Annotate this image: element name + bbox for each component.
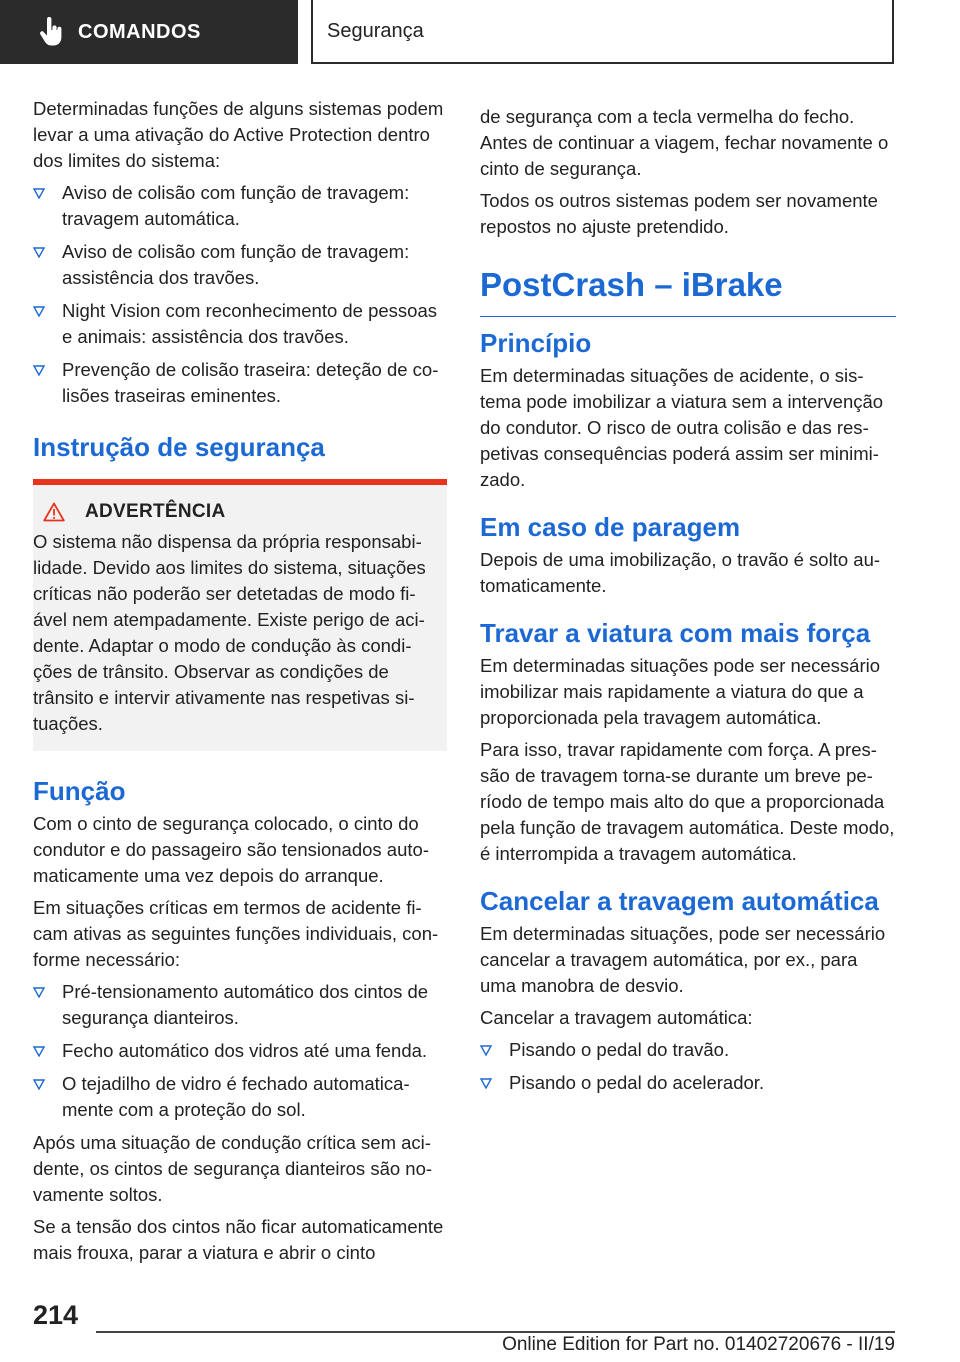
list-item — [33, 1071, 447, 1123]
list-item-text: Pisando o pedal do travão. — [509, 1039, 730, 1060]
triangle-bullet-icon — [33, 365, 45, 376]
header-section-tab — [0, 0, 298, 64]
triangle-bullet-icon — [33, 306, 45, 317]
warning-triangle-icon — [43, 502, 65, 522]
individual-functions-list — [33, 979, 447, 1123]
postcrash-heading: PostCrash – iBrake — [480, 266, 896, 317]
function-paragraph-1: Com o cinto de segurança colocado, o cinto do condutor e do passageiro são tensionados automaticamente uma vez depois do arranque. — [33, 813, 429, 886]
list-item — [480, 1070, 896, 1096]
intro-paragraph: Determinadas funções de alguns sistemas podem levar a uma ativação do Active Protection dentro dos limites do sistema: — [33, 98, 444, 171]
header-section-label: COMANDOS — [78, 20, 201, 43]
left-column — [33, 96, 447, 1272]
function-heading: Função — [33, 776, 126, 806]
list-item-text: Prevenção de colisão traseira: deteção de colisões traseiras eminentes. — [62, 359, 439, 406]
hand-pointer-icon — [38, 17, 64, 47]
triangle-bullet-icon — [480, 1045, 492, 1056]
header-chapter-tab — [311, 0, 894, 64]
brake-paragraph-2: Para isso, travar rapidamente com força. A pressão de travagem torna-se durante um breve período de tempo mais alto do que a proporcionada pela função de travagem automática. Deste modo, é interrompida a travagem automática. — [480, 739, 895, 864]
triangle-bullet-icon — [33, 247, 45, 258]
triangle-bullet-icon — [33, 1046, 45, 1057]
safety-heading: Instrução de segurança — [33, 432, 325, 462]
list-item-text: Pré-tensionamento automático dos cintos de segurança dianteiros. — [62, 981, 429, 1028]
right-column — [480, 104, 896, 1103]
continued-paragraph-1: de segurança com a tecla vermelha do fecho. Antes de continuar a viagem, fechar novamente o cinto de segurança. — [480, 106, 889, 179]
principle-paragraph: Em determinadas situações de acidente, o sistema pode imobilizar a viatura sem a intervenção do condutor. O risco de outra colisão e das respetivas consequências poderá assim ser minimizado. — [480, 365, 884, 490]
principle-heading: Princípio — [480, 328, 592, 358]
function-paragraph-2: Em situações críticas em termos de acidente ficam ativas as seguintes funções individuais, conforme necessário: — [33, 897, 439, 970]
active-protection-list — [33, 180, 447, 409]
after-paragraph-2: Se a tensão dos cintos não ficar automaticamente mais frouxa, parar a viatura e abrir o cinto — [33, 1216, 444, 1263]
page-number: 214 — [33, 1300, 79, 1330]
list-item-text: O tejadilho de vidro é fechado automaticamente com a proteção do sol. — [62, 1073, 410, 1120]
brake-paragraph-1: Em determinadas situações pode ser necessário imobilizar mais rapidamente a viatura do que a proporcionada pela travagem automática. — [480, 655, 881, 728]
cancel-heading: Cancelar a travagem automática — [480, 886, 879, 916]
list-item-text: Aviso de colisão com função de travagem: travagem automática. — [62, 182, 410, 229]
list-item — [33, 180, 447, 232]
cancel-paragraph-2: Cancelar a travagem automática: — [480, 1007, 753, 1028]
warning-text: O sistema não dispensa da própria responsabilidade. Devido aos limites do sistema, situações críticas não poderão ser detetadas de modo fiável nem atempadamente. Existe perigo de acidente. Adaptar o modo de condução às condições de trânsito. Observar as condições de trânsito e intervir ativamente nas respetivas situações. — [33, 531, 426, 734]
header-chapter-label: Segurança — [327, 19, 424, 42]
warning-title: ADVERTÊNCIA — [85, 501, 226, 522]
cancel-paragraph-1: Em determinadas situações, pode ser necessário cancelar a travagem automática, por ex., para uma manobra de desvio. — [480, 923, 886, 996]
list-item — [33, 357, 447, 409]
brake-harder-heading: Travar a viatura com mais força — [480, 618, 871, 648]
list-item — [33, 979, 447, 1031]
list-item-text: Pisando o pedal do acelerador. — [509, 1072, 765, 1093]
warning-box — [33, 479, 447, 751]
stop-paragraph: Depois de uma imobilização, o travão é solto automaticamente. — [480, 549, 881, 596]
footer-divider — [96, 1331, 895, 1333]
footer-edition: Online Edition for Part no. 01402720676 - II/19 — [502, 1334, 895, 1355]
triangle-bullet-icon — [33, 987, 45, 998]
after-paragraph-1: Após uma situação de condução crítica sem acidente, os cintos de segurança dianteiros são novamente soltos. — [33, 1132, 433, 1205]
stop-heading: Em caso de paragem — [480, 512, 741, 542]
list-item — [33, 298, 447, 350]
triangle-bullet-icon — [33, 188, 45, 199]
list-item-text: Night Vision com reconhecimento de pessoas e animais: assistência dos travões. — [62, 300, 438, 347]
list-item — [33, 1038, 447, 1064]
triangle-bullet-icon — [480, 1078, 492, 1089]
list-item-text: Aviso de colisão com função de travagem: assistência dos travões. — [62, 241, 410, 288]
continued-paragraph-2: Todos os outros sistemas podem ser novamente repostos no ajuste pretendido. — [480, 190, 878, 237]
cancel-methods-list — [480, 1037, 896, 1096]
list-item — [480, 1037, 896, 1063]
list-item-text: Fecho automático dos vidros até uma fenda. — [62, 1040, 428, 1061]
list-item — [33, 239, 447, 291]
triangle-bullet-icon — [33, 1079, 45, 1090]
